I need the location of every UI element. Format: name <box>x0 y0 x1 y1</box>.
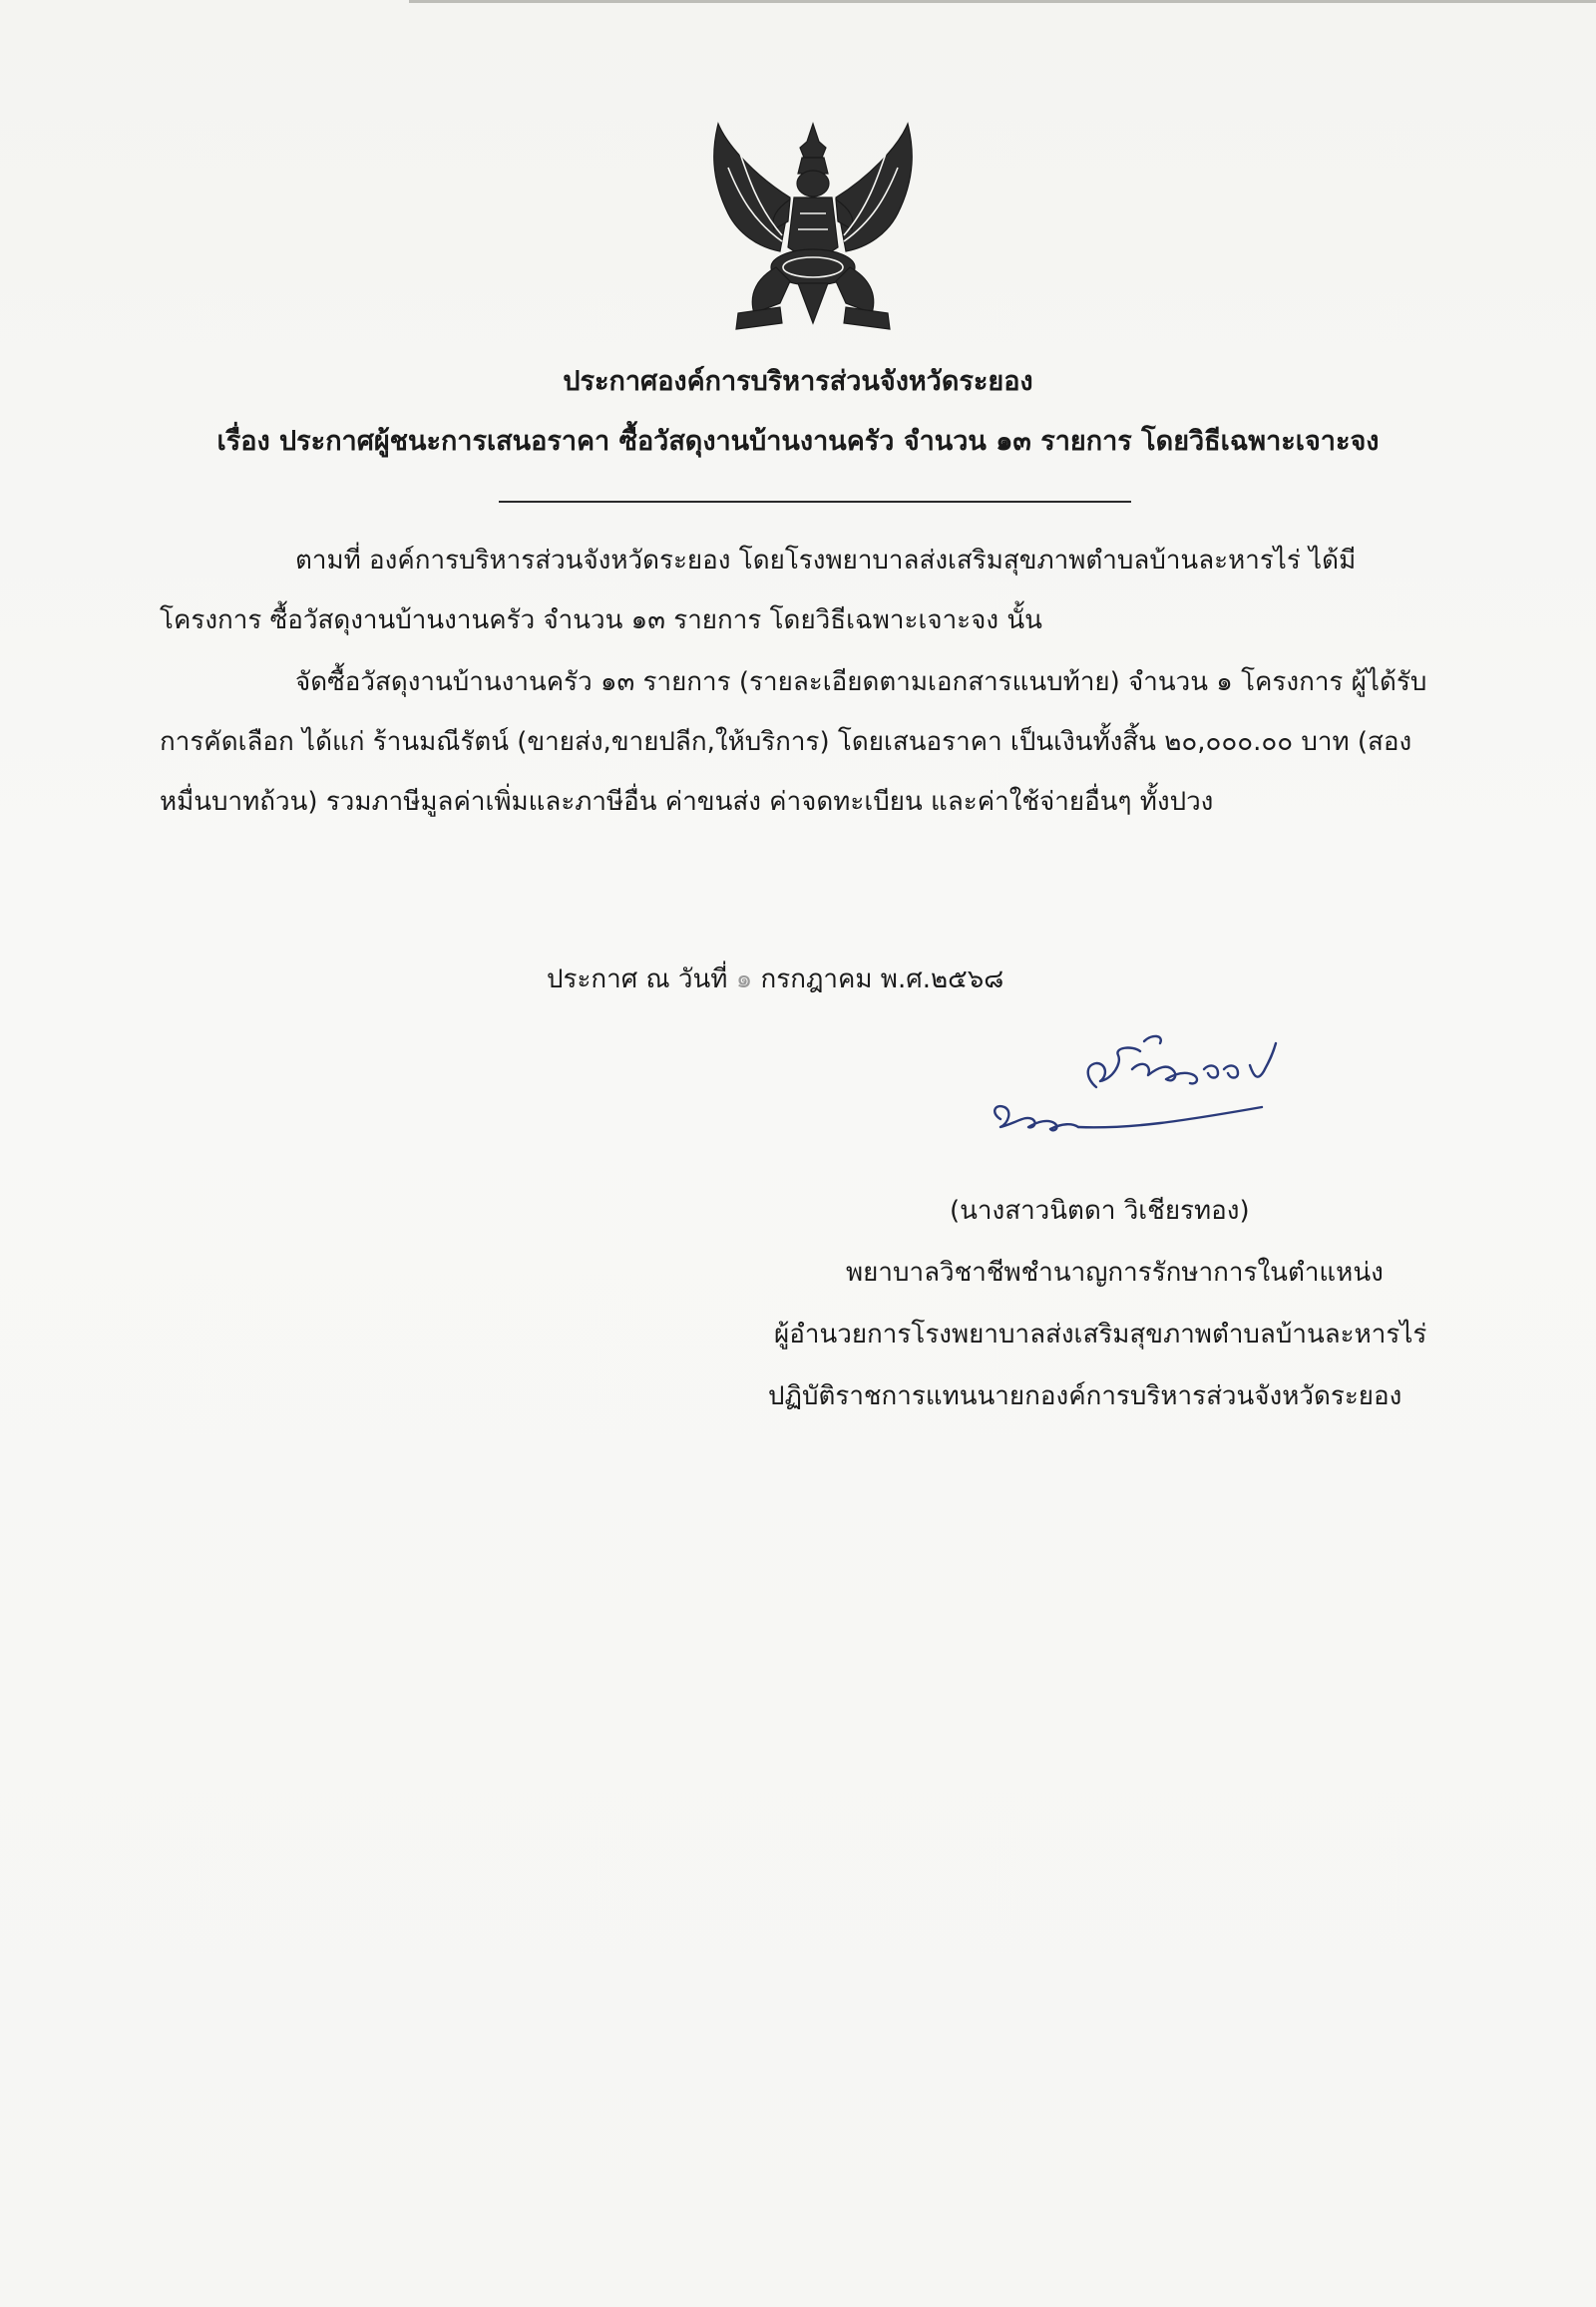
garuda-emblem-icon <box>698 118 928 339</box>
announcement-date <box>547 963 1003 995</box>
signatory-title-3: ปฏิบัติราชการแทนนายกองค์การบริหารส่วนจังหวัดระยอง <box>768 1381 1402 1411</box>
paragraph-2-line-2: การคัดเลือก ได้แก่ ร้านมณีรัตน์ (ขายส่ง,ขายปลีก,ให้บริการ) โดยเสนอราคา เป็นเงินทั้งสิ้น ๒๐,๐๐๐.๐๐ บาท (สอง <box>160 727 1412 757</box>
signatory-title-2: ผู้อำนวยการโรงพยาบาลส่งเสริมสุขภาพตำบลบ้านละหารไร่ <box>774 1320 1427 1349</box>
paragraph-2-line-3: หมื่นบาทถ้วน) รวมภาษีมูลค่าเพิ่มและภาษีอื่น ค่าขนส่ง ค่าจดทะเบียน และค่าใช้จ่ายอื่นๆ ทั้งปวง <box>160 787 1214 817</box>
date-day: ๑ <box>735 964 753 994</box>
paragraph-1-line-2: โครงการ ซื้อวัสดุงานบ้านงานครัว จำนวน ๑๓ รายการ โดยวิธีเฉพาะเจาะจง นั้น <box>160 605 1042 635</box>
date-suffix: กรกฎาคม พ.ศ.๒๕๖๘ <box>752 964 1004 994</box>
signatory-name: (นางสาวนิตดา วิเชียรทอง) <box>950 1196 1250 1226</box>
announcement-subject: เรื่อง ประกาศผู้ชนะการเสนอราคา ซื้อวัสดุงานบ้านงานครัว จำนวน ๑๓ รายการ โดยวิธีเฉพาะเจาะจง <box>216 426 1380 457</box>
title-divider <box>499 501 1131 503</box>
signatory-title-1: พยาบาลวิชาชีพชำนาญการรักษาการในตำแหน่ง <box>846 1258 1384 1288</box>
page-top-edge <box>409 0 1596 3</box>
paragraph-1-line-1: ตามที่ องค์การบริหารส่วนจังหวัดระยอง โดยโรงพยาบาลส่งเสริมสุขภาพตำบลบ้านละหารไร่ ได้มี <box>295 546 1357 576</box>
date-prefix: ประกาศ ณ วันที่ <box>547 964 736 994</box>
announcement-title: ประกาศองค์การบริหารส่วนจังหวัดระยอง <box>563 366 1033 397</box>
handwritten-signature <box>973 1023 1372 1153</box>
paragraph-2-line-1: จัดซื้อวัสดุงานบ้านงานครัว ๑๓ รายการ (รายละเอียดตามเอกสารแนบท้าย) จำนวน ๑ โครงการ ผู้ได้รับ <box>295 667 1427 697</box>
